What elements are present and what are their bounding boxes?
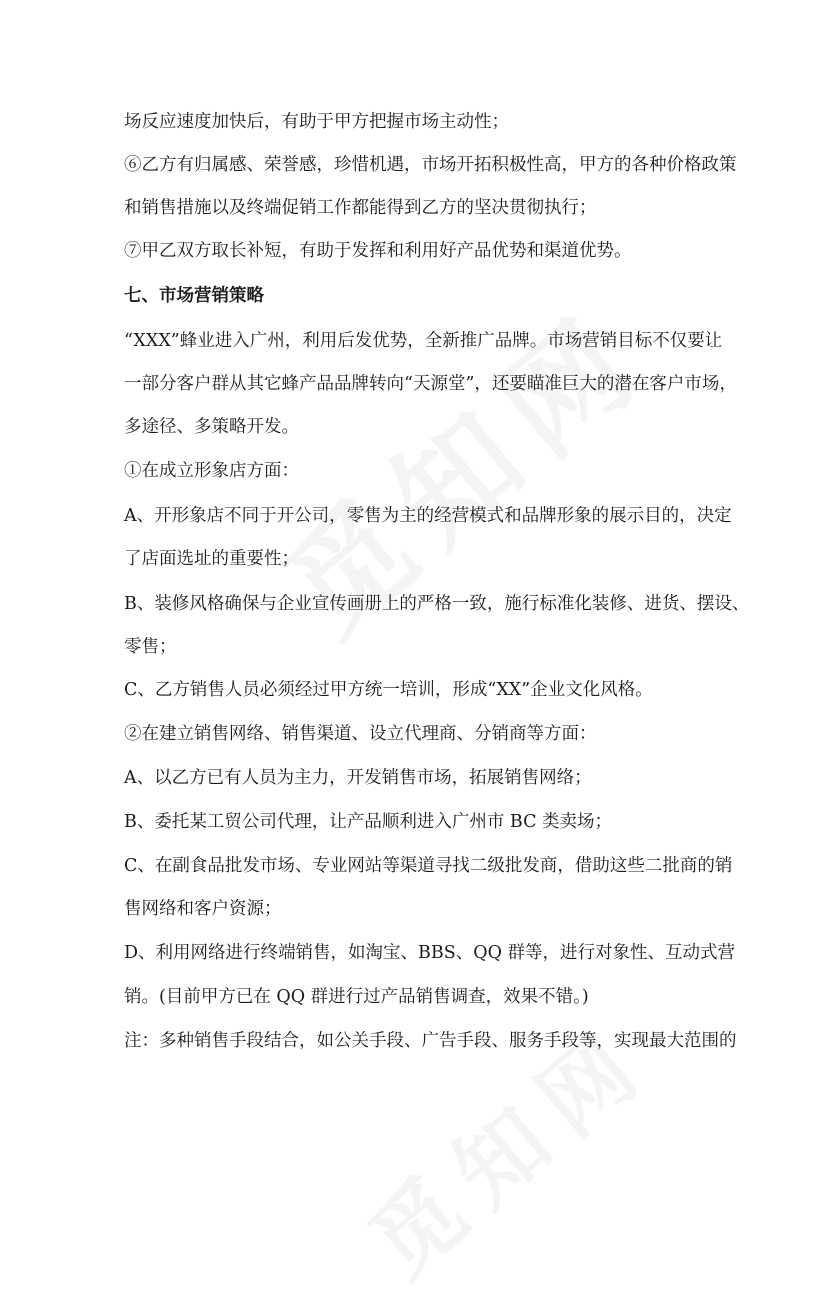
paragraph-line: C、在副食品批发市场、专业网站等渠道寻找二级批发商，借助这些二批商的销: [124, 856, 733, 876]
paragraph-line: ⑦甲乙双方取长补短，有助于发挥和利用好产品优势和渠道优势。: [124, 241, 632, 261]
paragraph-line: C、乙方销售人员必须经过甲方统一培训，形成“XX”企业文化风格。: [124, 680, 653, 700]
paragraph-line: 和销售措施以及终端促销工作都能得到乙方的坚决贯彻执行；: [124, 198, 597, 218]
paragraph-line: “XXX”蜂业进入广州，利用后发优势，全新推广品牌。市场营销目标不仅要让: [124, 331, 723, 351]
paragraph-line: D、利用网络进行终端销售，如淘宝、BBS、QQ 群等，进行对象性、互动式营: [124, 943, 735, 963]
paragraph-line: 了店面选址的重要性；: [124, 549, 299, 569]
section-heading: 七、市场营销策略: [124, 286, 264, 306]
paragraph-line: 一部分客户群从其它蜂产品品牌转向“天源堂”，还要瞄准巨大的潜在客户市场，: [124, 374, 737, 394]
paragraph-line: 销。(目前甲方已在 QQ 群进行过产品销售调查，效果不错。): [124, 987, 589, 1007]
paragraph-line: B、装修风格确保与企业宣传画册上的严格一致，施行标准化装修、进货、摆设、: [124, 594, 750, 614]
paragraph-line: A、以乙方已有人员为主力，开发销售市场，拓展销售网络；: [124, 768, 592, 788]
paragraph-line: 多途径、多策略开发。: [124, 417, 299, 437]
paragraph-line: 售网络和客户资源；: [124, 899, 282, 919]
paragraph-line: 场反应速度加快后，有助于甲方把握市场主动性；: [124, 112, 509, 132]
paragraph-line: 零售；: [124, 637, 177, 657]
paragraph-line: ①在成立形象店方面：: [124, 461, 299, 481]
paragraph-line: ②在建立销售网络、销售渠道、设立代理商、分销商等方面：: [124, 724, 597, 744]
paragraph-line: A、开形象店不同于开公司，零售为主的经营模式和品牌形象的展示目的，决定: [124, 506, 732, 526]
paragraph-line: 注：多种销售手段结合，如公关手段、广告手段、服务手段等，实现最大范围的: [124, 1031, 737, 1051]
paragraph-line: B、委托某工贸公司代理，让产品顺利进入广州市 BC 类卖场；: [124, 812, 613, 832]
paragraph-line: ⑥乙方有归属感、荣誉感，珍惜机遇，市场开拓积极性高，甲方的各种价格政策: [124, 155, 737, 175]
